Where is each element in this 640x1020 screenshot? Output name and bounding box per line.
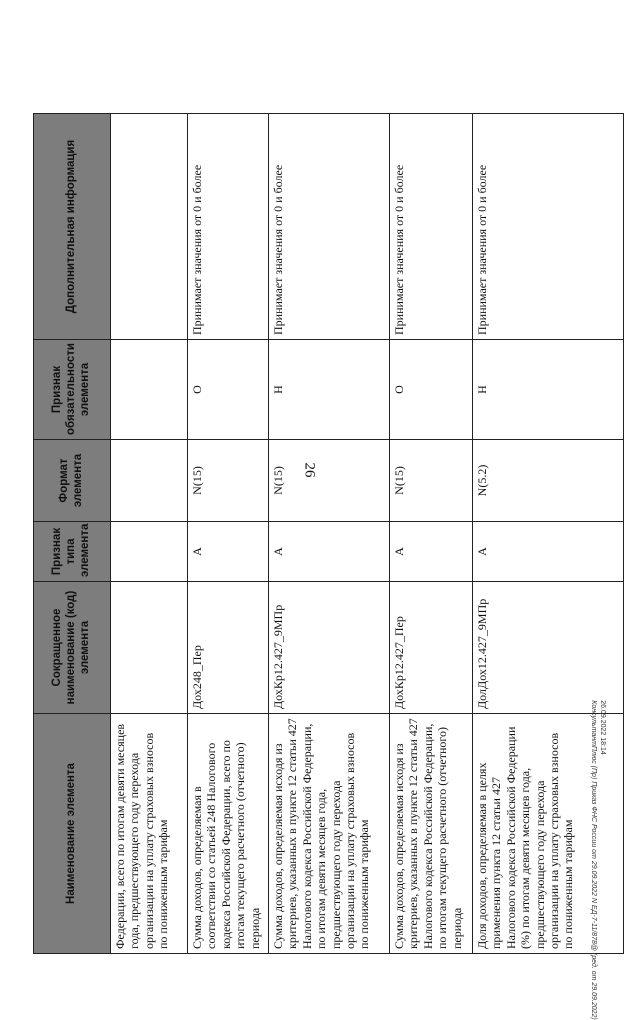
table-row (390, 114, 473, 954)
cell-code: ДохКр12.427_Пер (390, 582, 473, 714)
cell-info: Принимает значения от 0 и более (473, 114, 624, 340)
cell-type: А (269, 522, 390, 582)
cell-format: N(5.2) (473, 440, 624, 522)
cell-required: О (188, 340, 269, 440)
cell-info (111, 114, 188, 340)
cell-code: ДохКр12.427_9МПр (269, 582, 390, 714)
cell-required (111, 340, 188, 440)
header-additional-info: Дополнительная информация (34, 114, 111, 340)
cell-format: N(15) (390, 440, 473, 522)
cell-name: Доля доходов, определяемая в целях применения пункта 12 статьи 427 Налогового кодекса Российской Федерации (%) по итогам девяти месяцев года, предшествующего году перехода организации на уплату страховых взносов по пониженным тарифам (473, 714, 624, 954)
cell-info: Принимает значения от 0 и более (188, 114, 269, 340)
cell-required: О (390, 340, 473, 440)
table-rotated-container (33, 114, 603, 954)
header-element-format: Формат элемента (34, 440, 111, 522)
cell-format: N(15) (188, 440, 269, 522)
header-element-type: Признак типа элемента (34, 522, 111, 582)
table-header-row (34, 114, 111, 954)
cell-required: Н (473, 340, 624, 440)
table-row (188, 114, 269, 954)
stamp-source: КонсультантПлюс (Пр) Приказ ФНС России от 29.09.2022 N ЕД-7-11/878@ (ред. от 29.09.2022) (590, 700, 597, 1020)
table-row (111, 114, 188, 954)
cell-format (111, 440, 188, 522)
cell-name: Сумма доходов, определяемая исходя из критериев, указанных в пункте 12 статьи 427 Налогового кодекса Российской Федерации, по итогам девяти месяцев года, предшествующего году перехода организации на уплату страховых взносов по пониженным тарифам (269, 714, 390, 954)
cell-code (111, 582, 188, 714)
cell-name: Сумма доходов, определяемая в соответствии со статьей 248 Налогового кодекса Российской Федерации, всего по итогам текущего расчетного (отчетного) периода (188, 714, 269, 954)
cell-info: Принимает значения от 0 и более (390, 114, 473, 340)
cell-type: А (188, 522, 269, 582)
document-table (33, 113, 624, 954)
cell-type: А (390, 522, 473, 582)
cell-name: Федерации, всего по итогам девяти месяцев года, предшествующего году перехода организации на уплату страховых взносов по пониженным тарифам (111, 714, 188, 954)
page-number: 26 (301, 462, 318, 478)
cell-info: Принимает значения от 0 и более (269, 114, 390, 340)
header-short-code: Сокращенное наименование (код) элемента (34, 582, 111, 714)
cell-format: N(15) (269, 440, 390, 522)
stamp-datetime: 26.09.2022 18:14 (598, 700, 606, 755)
header-element-name: Наименование элемента (34, 714, 111, 954)
table-row (269, 114, 390, 954)
cell-name: Сумма доходов, определяемая исходя из критериев, указанных в пункте 12 статьи 427 Налогового кодекса Российской Федерации, по итогам текущего расчетного (отчетного) периода (390, 714, 473, 954)
cell-type: А (473, 522, 624, 582)
cell-code: Дох248_Пер (188, 582, 269, 714)
cell-code: ДолДох12.427_9МПр (473, 582, 624, 714)
header-required-flag: Признак обязательности элемента (34, 340, 111, 440)
cell-type (111, 522, 188, 582)
cell-required: Н (269, 340, 390, 440)
print-stamp (588, 700, 606, 1019)
